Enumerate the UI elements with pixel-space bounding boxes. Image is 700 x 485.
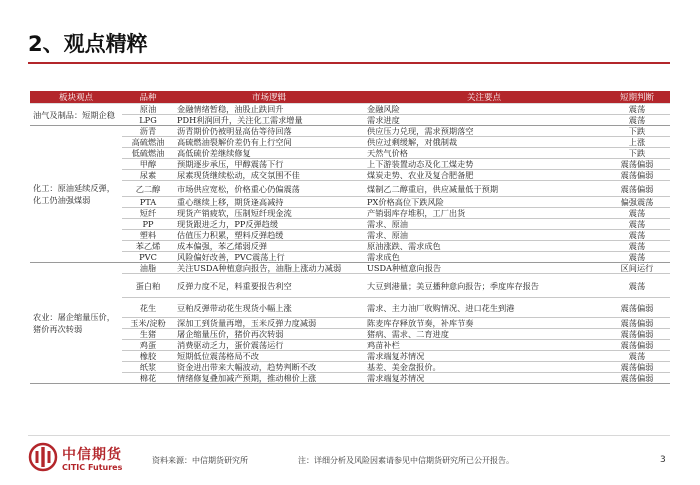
item-cell: 低硫燃油 (122, 148, 174, 159)
table-row (30, 230, 670, 241)
judge-cell: 震荡偏弱 (604, 318, 670, 329)
judge-cell: 震荡 (604, 115, 670, 126)
logo-cn-text: 中信期货 (62, 447, 122, 463)
table-row (30, 252, 670, 263)
logic-cell: 成本偏强，苯乙烯弱反弹 (174, 241, 364, 252)
judge-cell: 下跌 (604, 148, 670, 159)
logic-cell: 金融情绪暂稳，油股止跌回升 (174, 104, 364, 115)
focus-cell: 天然气价格 (364, 148, 604, 159)
focus-cell: 需求成色 (364, 252, 604, 263)
logic-cell: 预期逐步承压，甲醇震荡下行 (174, 159, 364, 170)
focus-cell: 需求端复苏情况 (364, 373, 604, 384)
table-row (30, 148, 670, 159)
table-row (30, 373, 670, 384)
logic-cell: 市场供应宽松，价格重心仍偏震荡 (174, 181, 364, 197)
logic-cell: 屠企缩量压价，猪价再次转弱 (174, 329, 364, 340)
judge-cell: 震荡偏弱 (604, 329, 670, 340)
table-row (30, 263, 670, 274)
focus-cell: 需求、原油 (364, 219, 604, 230)
logo-en-text: CITIC Futures (62, 463, 123, 472)
item-cell: 花生 (122, 298, 174, 318)
item-cell: 橡胶 (122, 351, 174, 362)
logic-cell: 消费驱动乏力，蛋价震荡运行 (174, 340, 364, 351)
page-title: 2、观点精粹 (28, 32, 148, 56)
item-cell: 尿素 (122, 170, 174, 181)
item-cell: 油脂 (122, 263, 174, 274)
focus-cell: 上下游装置动态及化工煤走势 (364, 159, 604, 170)
judge-cell: 震荡 (604, 252, 670, 263)
focus-cell: 大豆到港量；美豆播种意向报告；季度库存报告 (364, 274, 604, 298)
item-cell: 原油 (122, 104, 174, 115)
table-row (30, 137, 670, 148)
logic-cell: 高硫燃油裂解价差仍有上行空间 (174, 137, 364, 148)
citic-futures-logo (28, 438, 138, 480)
table-row (30, 340, 670, 351)
item-cell: PP (122, 219, 174, 230)
header-item: 品种 (122, 91, 174, 104)
item-cell: 鸡蛋 (122, 340, 174, 351)
focus-cell: 煤制乙二醇重启，供应减量低于预期 (364, 181, 604, 197)
item-cell: 沥青 (122, 126, 174, 137)
focus-cell: 产销弱库存堆积，工厂出货 (364, 208, 604, 219)
table-row (30, 126, 670, 137)
focus-cell: 煤炭走势、农业及复合肥备肥 (364, 170, 604, 181)
judge-cell: 震荡偏弱 (604, 362, 670, 373)
table-row (30, 115, 670, 126)
focus-cell: 原油涨跌、需求成色 (364, 241, 604, 252)
item-cell: 玉米/淀粉 (122, 318, 174, 329)
source-note: 资料来源：中信期货研究所 (152, 456, 248, 465)
judge-cell: 震荡偏弱 (604, 181, 670, 197)
item-cell: PVC (122, 252, 174, 263)
focus-cell: 需求端复苏情况 (364, 351, 604, 362)
item-cell: 短纤 (122, 208, 174, 219)
table-row (30, 298, 670, 318)
header-sector: 板块观点 (30, 91, 122, 104)
table-row (30, 104, 670, 115)
logic-cell: 尿素现货继续松动，成交氛围不佳 (174, 170, 364, 181)
logic-cell: 反弹力度不足，料重要报告利空 (174, 274, 364, 298)
logic-cell: 现货跟进乏力，PP反弹趋缓 (174, 219, 364, 230)
item-cell: 塑料 (122, 230, 174, 241)
judge-cell: 下跌 (604, 126, 670, 137)
table-row (30, 318, 670, 329)
header-focus: 关注要点 (364, 91, 604, 104)
judge-cell: 偏强震荡 (604, 197, 670, 208)
focus-cell: 供应压力兑现，需求预期落空 (364, 126, 604, 137)
judge-cell: 震荡偏弱 (604, 159, 670, 170)
judge-cell: 震荡偏弱 (604, 373, 670, 384)
logic-cell: 重心继续上移，期货逢高减持 (174, 197, 364, 208)
table-row (30, 170, 670, 181)
item-cell: 纸浆 (122, 362, 174, 373)
focus-cell: 需求进度 (364, 115, 604, 126)
logic-cell: 现货产销疲软，压制短纤现金流 (174, 208, 364, 219)
logic-cell: 资金进出带来大幅波动，趋势判断不改 (174, 362, 364, 373)
judge-cell: 震荡偏弱 (604, 170, 670, 181)
logic-cell: 深加工到货量再增，玉米反弹力度减弱 (174, 318, 364, 329)
footer-divider (28, 435, 670, 436)
item-cell: 苯乙烯 (122, 241, 174, 252)
table-row (30, 329, 670, 340)
item-cell: LPG (122, 115, 174, 126)
focus-cell: 需求、原油 (364, 230, 604, 241)
sector-label: 化工：原油延续反弹，化工仍油强煤弱 (30, 126, 122, 263)
judge-cell: 震荡偏弱 (604, 340, 670, 351)
table-row (30, 274, 670, 298)
page-number: 3 (660, 455, 666, 465)
focus-cell: 鸡苗补栏 (364, 340, 604, 351)
sector-label: 油气及制品：短期企稳 (30, 104, 122, 126)
item-cell: PTA (122, 197, 174, 208)
table-row (30, 362, 670, 373)
item-cell: 蛋白粕 (122, 274, 174, 298)
judge-cell: 震荡 (604, 274, 670, 298)
logic-cell: 关注USDA种植意向报告，油脂上涨动力减弱 (174, 263, 364, 274)
logic-cell: 风险偏好改善，PVC震荡上行 (174, 252, 364, 263)
item-cell: 甲醇 (122, 159, 174, 170)
judge-cell: 震荡偏弱 (604, 298, 670, 318)
judge-cell: 震荡 (604, 104, 670, 115)
item-cell: 生猪 (122, 329, 174, 340)
header-logic: 市场逻辑 (174, 91, 364, 104)
item-cell: 棉花 (122, 373, 174, 384)
judge-cell: 震荡 (604, 230, 670, 241)
judge-cell: 上涨 (604, 137, 670, 148)
item-cell: 乙二醇 (122, 181, 174, 197)
item-cell: 高硫燃油 (122, 137, 174, 148)
focus-cell: PX价格高位下跌风险 (364, 197, 604, 208)
logic-cell: 情绪修复叠加减产预期，推动棉价上涨 (174, 373, 364, 384)
logic-cell: 短期低位震荡格局不改 (174, 351, 364, 362)
logic-cell: 高低硫价差继续修复 (174, 148, 364, 159)
sector-label: 农业：屠企缩量压价，猪价再次转弱 (30, 263, 122, 384)
judge-cell: 震荡 (604, 351, 670, 362)
focus-cell: 金融风险 (364, 104, 604, 115)
judge-cell: 区间运行 (604, 263, 670, 274)
logic-cell: PDH利润回升，关注化工需求增量 (174, 115, 364, 126)
focus-cell: USDA种植意向报告 (364, 263, 604, 274)
logic-cell: 估值压力积累，塑料反弹趋缓 (174, 230, 364, 241)
disclaimer-note: 注：详细分析及风险因素请参见中信期货研究所已公开报告。 (298, 456, 514, 465)
focus-cell: 猪病、需求、二育进度 (364, 329, 604, 340)
judge-cell: 震荡 (604, 241, 670, 252)
judge-cell: 震荡 (604, 208, 670, 219)
focus-cell: 供应过剩缓解，对俄制裁 (364, 137, 604, 148)
table-row (30, 351, 670, 362)
table-row (30, 208, 670, 219)
judge-cell: 震荡 (604, 219, 670, 230)
logic-cell: 沥青期价仍被明显高估等待回落 (174, 126, 364, 137)
table-row (30, 219, 670, 230)
focus-cell: 需求、主力油厂收购情况、进口花生到港 (364, 298, 604, 318)
table-header-row (30, 91, 670, 104)
logic-cell: 豆粕反弹带动花生现货小幅上涨 (174, 298, 364, 318)
viewpoint-table (30, 91, 670, 384)
title-underline (28, 62, 670, 64)
header-judge: 短期判断 (604, 91, 670, 104)
focus-cell: 基差、美金盘报价。 (364, 362, 604, 373)
citic-logo-icon (28, 442, 58, 472)
focus-cell: 陈麦库存释放节奏，补库节奏 (364, 318, 604, 329)
table-row (30, 241, 670, 252)
table-row (30, 159, 670, 170)
table-row (30, 197, 670, 208)
table-row (30, 181, 670, 197)
